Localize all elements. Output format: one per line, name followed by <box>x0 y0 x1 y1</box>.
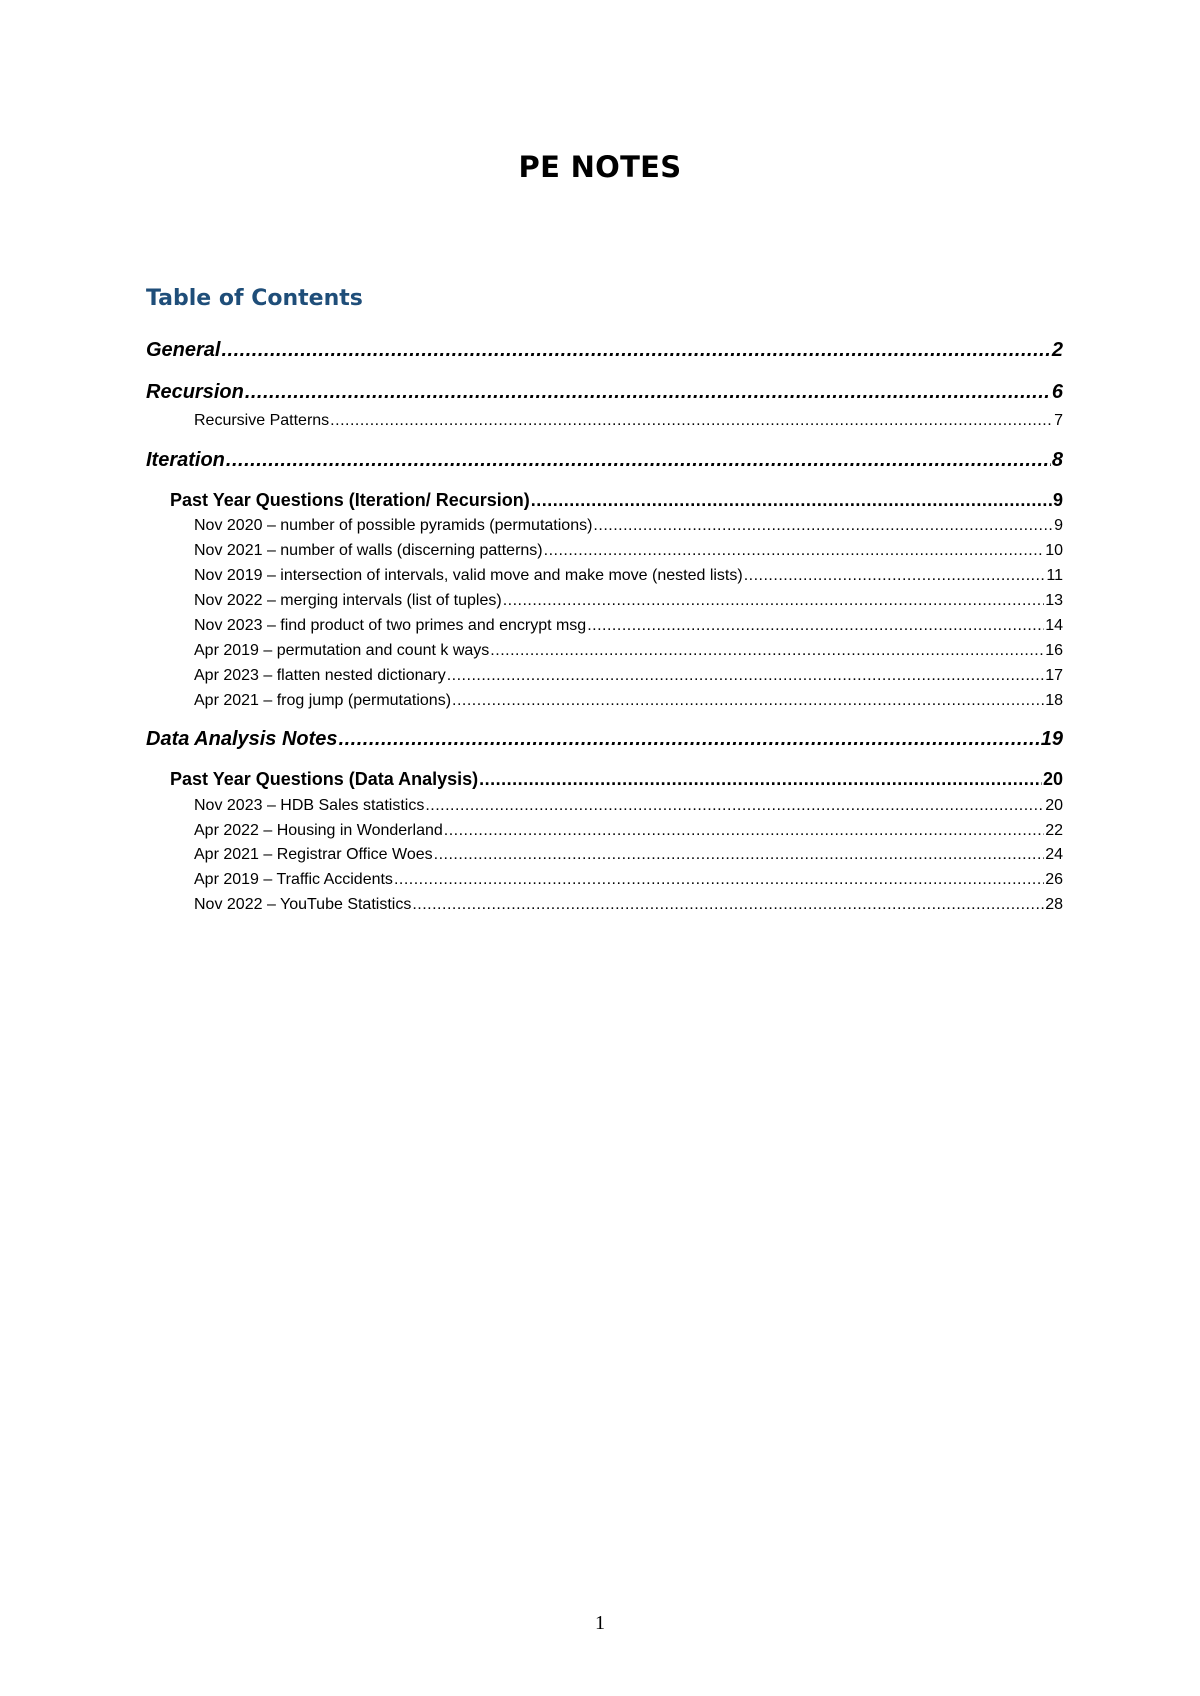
toc-leader-dots <box>479 770 1042 788</box>
toc-leader-dots <box>544 543 1045 559</box>
toc-entry-page: 14 <box>1045 617 1063 634</box>
toc-leader-dots <box>425 798 1044 814</box>
toc-leader-dots <box>593 518 1053 534</box>
toc-entry[interactable] <box>170 770 1063 788</box>
toc-entry-label: Past Year Questions (Iteration/ Recursion) <box>170 490 530 510</box>
toc-entry[interactable] <box>194 897 1063 913</box>
toc-entry-label: Apr 2019 – Traffic Accidents <box>194 871 393 888</box>
toc-leader-dots <box>744 568 1046 584</box>
toc-leader-dots <box>412 897 1044 913</box>
toc-entry[interactable] <box>146 382 1063 402</box>
toc-entry[interactable] <box>194 823 1063 839</box>
toc-entry-label: General <box>146 339 221 361</box>
toc-entry-page: 13 <box>1045 592 1063 609</box>
toc-entry-page: 7 <box>1054 412 1063 429</box>
toc-leader-dots <box>221 340 1050 360</box>
toc-entry-label: Nov 2021 – number of walls (discerning patterns) <box>194 542 543 559</box>
toc-entry-label: Apr 2021 – Registrar Office Woes <box>194 846 433 863</box>
toc-entry[interactable] <box>194 518 1063 534</box>
toc-entry[interactable] <box>194 847 1063 863</box>
toc-leader-dots <box>394 872 1044 888</box>
toc-entry-label: Iteration <box>146 449 225 471</box>
toc-entry[interactable] <box>194 872 1063 888</box>
toc-leader-dots <box>330 413 1053 429</box>
toc-entry-page: 8 <box>1051 449 1063 471</box>
toc-entry-page: 24 <box>1045 846 1063 863</box>
toc-entry[interactable] <box>170 491 1063 509</box>
toc-entry[interactable] <box>194 798 1063 814</box>
toc-entry-label: Nov 2022 – YouTube Statistics <box>194 896 412 913</box>
toc-entry-label: Apr 2022 – Housing in Wonderland <box>194 822 443 839</box>
document-title: PE NOTES <box>518 150 682 184</box>
toc-leader-dots <box>503 593 1045 609</box>
toc-entry-page: 22 <box>1045 822 1063 839</box>
toc-entry[interactable] <box>194 568 1063 584</box>
toc-entry-label: Recursion <box>146 381 244 403</box>
toc-entry-label: Apr 2019 – permutation and count k ways <box>194 642 490 659</box>
toc-entry-page: 18 <box>1045 692 1063 709</box>
toc-entry-label: Recursive Patterns <box>194 412 330 429</box>
toc-heading: Table of Contents <box>146 286 363 311</box>
toc-entry[interactable] <box>194 543 1063 559</box>
toc-entry-page: 2 <box>1051 339 1063 361</box>
toc-leader-dots <box>447 668 1044 684</box>
toc-entry-page: 16 <box>1045 642 1063 659</box>
toc-leader-dots <box>444 823 1044 839</box>
toc-leader-dots <box>452 693 1044 709</box>
toc-entry-page: 28 <box>1045 896 1063 913</box>
toc-leader-dots <box>587 618 1044 634</box>
toc-entry[interactable] <box>194 413 1063 429</box>
toc-leader-dots <box>245 382 1051 402</box>
toc-leader-dots <box>226 450 1051 470</box>
toc-entry-page: 6 <box>1051 381 1063 403</box>
page-number: 1 <box>595 1612 605 1634</box>
toc-entry-label: Past Year Questions (Data Analysis) <box>170 769 479 789</box>
toc-leader-dots <box>339 729 1040 749</box>
toc-entry-label: Nov 2023 – HDB Sales statistics <box>194 797 425 814</box>
toc-entry[interactable] <box>194 693 1063 709</box>
toc-entry[interactable] <box>146 450 1063 470</box>
toc-entry-label: Apr 2023 – flatten nested dictionary <box>194 667 446 684</box>
toc-entry-label: Data Analysis Notes <box>146 728 338 750</box>
toc-leader-dots <box>531 491 1052 509</box>
toc-entry-page: 17 <box>1045 667 1063 684</box>
toc-entry[interactable] <box>194 643 1063 659</box>
toc-entry[interactable] <box>146 729 1063 749</box>
toc-entry-label: Nov 2020 – number of possible pyramids (permutations) <box>194 517 593 534</box>
toc-entry-page: 9 <box>1052 490 1063 510</box>
toc-entry-page: 11 <box>1046 567 1063 584</box>
toc-entry-label: Nov 2023 – find product of two primes and encrypt msg <box>194 617 587 634</box>
toc-entry[interactable] <box>146 340 1063 360</box>
toc-entry-page: 9 <box>1054 517 1063 534</box>
toc-entry-label: Nov 2022 – merging intervals (list of tuples) <box>194 592 502 609</box>
toc-entry[interactable] <box>194 668 1063 684</box>
toc-leader-dots <box>434 847 1045 863</box>
toc-entry[interactable] <box>194 593 1063 609</box>
toc-entry-page: 19 <box>1040 728 1063 750</box>
toc-entry[interactable] <box>194 618 1063 634</box>
toc-entry-label: Nov 2019 – intersection of intervals, valid move and make move (nested lists) <box>194 567 743 584</box>
toc-entry-page: 20 <box>1042 769 1063 789</box>
toc-entry-page: 26 <box>1045 871 1063 888</box>
toc-leader-dots <box>490 643 1044 659</box>
toc-entry-page: 20 <box>1045 797 1063 814</box>
toc-entry-page: 10 <box>1045 542 1063 559</box>
toc-entry-label: Apr 2021 – frog jump (permutations) <box>194 692 452 709</box>
